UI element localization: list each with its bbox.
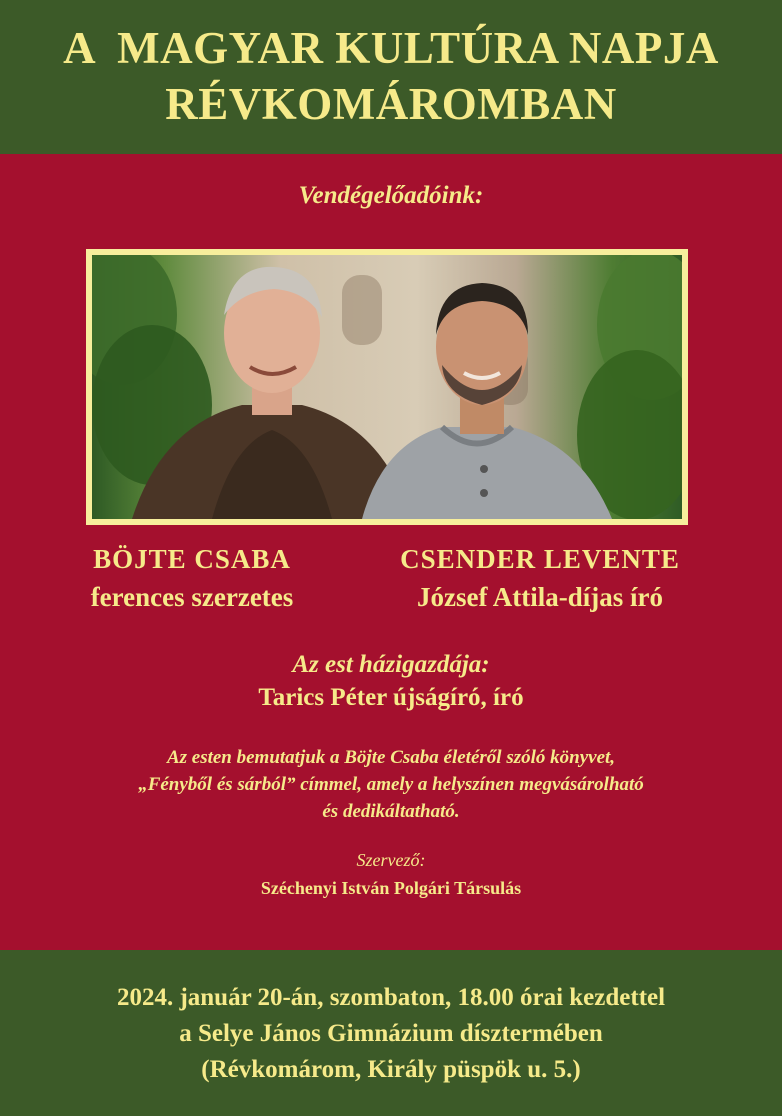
title-line-1: A MAGYAR KULTÚRA NAPJA	[63, 23, 719, 73]
organizer-label: Szervező:	[356, 850, 426, 870]
guest-left-name: BÖJTE CSABA	[93, 544, 291, 574]
guest-left	[42, 540, 342, 616]
guests-label: Vendégelőadóink:	[298, 182, 484, 209]
description-line-2: „Fényből és sárból” címmel, amely a helyszínen megvásárolható	[138, 774, 644, 795]
title-line-2: RÉVKOMÁROMBAN	[165, 79, 617, 129]
organizer-block	[0, 846, 782, 902]
guests-photo-frame	[86, 249, 688, 525]
guests-photo	[92, 255, 682, 519]
description-line-3: és dedikáltatható.	[322, 801, 460, 822]
event-venue-line: a Selye János Gimnázium dísztermében	[179, 1020, 603, 1047]
event-date-line: 2024. január 20-án, szombaton, 18.00 órai kezdettel	[116, 984, 666, 1011]
host-label: Az est házigazdája:	[292, 651, 490, 678]
host-block	[0, 648, 782, 714]
header-band	[0, 0, 782, 154]
guests-photo-illustration	[92, 255, 682, 519]
main-section	[0, 154, 782, 950]
description-line-1: Az esten bemutatjuk a Böjte Csaba életéről szóló könyvet,	[166, 747, 616, 768]
guest-right	[360, 540, 720, 616]
host-name: Tarics Péter újságíró, író	[258, 684, 524, 711]
organizer-name: Széchenyi István Polgári Társulás	[260, 878, 522, 898]
event-details-band	[0, 950, 782, 1116]
book-description	[30, 744, 752, 825]
guest-left-role: ferences szerzetes	[90, 582, 294, 612]
guest-right-name: CSENDER LEVENTE	[400, 544, 680, 574]
event-address-line: (Révkomárom, Király püspök u. 5.)	[201, 1056, 581, 1083]
guest-right-role: József Attila-díjas író	[417, 582, 663, 612]
